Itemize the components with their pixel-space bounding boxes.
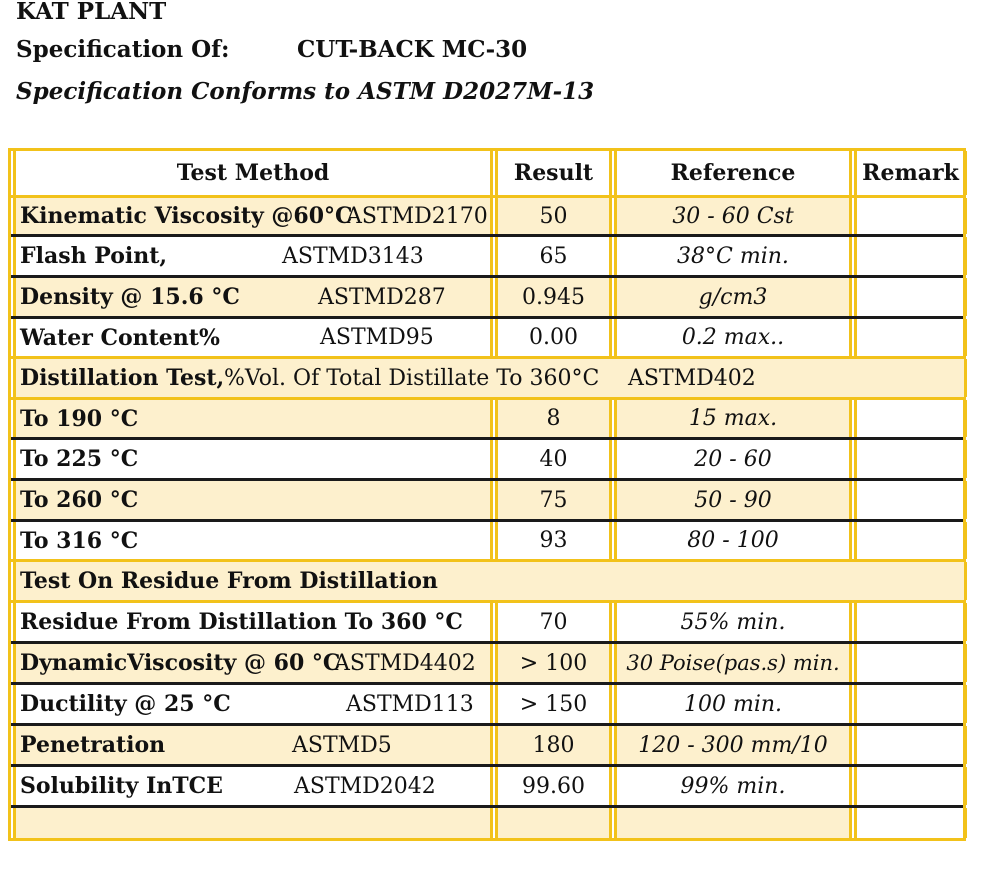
test-cell	[13, 522, 493, 559]
result-cell: 180	[495, 726, 612, 764]
test-name: To 260 °C	[20, 487, 139, 513]
col-header-test-method: Test Method	[13, 151, 493, 195]
test-cell	[13, 278, 493, 316]
result-cell: 0.945	[495, 278, 612, 316]
spec-value: CUT-BACK MC-30	[297, 36, 528, 63]
residue-section-label: Test On Residue From Distillation	[20, 568, 438, 594]
remark-cell	[854, 319, 967, 356]
reference-cell: 80 - 100	[614, 522, 852, 559]
specification-table	[8, 148, 966, 841]
distillation-header-cell	[13, 359, 967, 397]
test-cell	[13, 644, 493, 682]
result-cell: 65	[495, 237, 612, 275]
remark-cell	[854, 767, 967, 805]
table-row	[11, 278, 963, 316]
test-cell	[13, 726, 493, 764]
reference-cell: 20 - 60	[614, 440, 852, 478]
col-header-reference: Reference	[614, 151, 852, 195]
reference-cell: 55% min.	[614, 603, 852, 641]
test-method: ASTMD4402	[334, 650, 476, 676]
result-cell: > 100	[495, 644, 612, 682]
reference-cell: 50 - 90	[614, 481, 852, 519]
reference-cell: 120 - 300 mm/10	[614, 726, 852, 764]
spec-line	[16, 36, 528, 63]
remark-cell	[854, 726, 967, 764]
blank-cell	[854, 808, 967, 838]
distillation-description: %Vol. Of Total Distillate To 360°C	[224, 365, 600, 391]
col-header-remark: Remark	[854, 151, 967, 195]
table-row	[11, 440, 963, 478]
reference-cell: 30 - 60 Cst	[614, 198, 852, 234]
test-name: Ductility @ 25 °C	[20, 691, 231, 717]
test-cell	[13, 685, 493, 723]
result-cell: 40	[495, 440, 612, 478]
residue-section-row	[11, 562, 963, 600]
test-cell	[13, 237, 493, 275]
col-header-result: Result	[495, 151, 612, 195]
remark-cell	[854, 198, 967, 234]
remark-cell	[854, 440, 967, 478]
spec-label: Specification Of:	[16, 36, 230, 63]
remark-cell	[854, 237, 967, 275]
table-header-row	[11, 151, 963, 195]
test-name: To 316 °C	[20, 527, 139, 554]
test-name: Flash Point,	[20, 243, 168, 269]
table-row	[11, 685, 963, 723]
table-row	[11, 481, 963, 519]
result-cell: 99.60	[495, 767, 612, 805]
result-cell: > 150	[495, 685, 612, 723]
test-cell	[13, 319, 493, 356]
test-name: DynamicViscosity @ 60 °C	[20, 650, 341, 676]
test-method: ASTMD113	[346, 691, 474, 717]
distillation-section-row	[11, 359, 963, 397]
result-cell: 0.00	[495, 319, 612, 356]
test-name: Penetration	[20, 732, 166, 758]
result-cell: 75	[495, 481, 612, 519]
test-name: Density @ 15.6 °C	[20, 284, 240, 310]
remark-cell	[854, 644, 967, 682]
reference-cell: 30 Poise(pas.s) min.	[614, 644, 852, 682]
test-cell	[13, 603, 493, 641]
remark-cell	[854, 278, 967, 316]
table-row	[11, 198, 963, 234]
conformance-note: Specification Conforms to ASTM D2027M-13	[16, 78, 595, 105]
test-method: ASTMD3143	[282, 243, 424, 269]
test-method: ASTMD5	[292, 732, 392, 758]
test-name: Solubility InTCE	[20, 773, 223, 799]
test-method: ASTMD287	[318, 284, 446, 310]
reference-cell: 99% min.	[614, 767, 852, 805]
result-cell: 8	[495, 400, 612, 437]
result-cell: 93	[495, 522, 612, 559]
table-row	[11, 644, 963, 682]
blank-cell	[614, 808, 852, 838]
test-method: ASTMD95	[320, 325, 434, 350]
result-cell: 70	[495, 603, 612, 641]
distillation-method: ASTMD402	[628, 365, 756, 391]
blank-cell	[13, 808, 493, 838]
table-row	[11, 726, 963, 764]
test-cell	[13, 198, 493, 234]
test-method: ASTMD2042	[294, 773, 436, 799]
plant-name: KAT PLANT	[16, 0, 167, 25]
test-name: Residue From Distillation To 360 °C	[20, 609, 463, 635]
residue-header-cell	[13, 562, 967, 600]
test-cell	[13, 440, 493, 478]
distillation-label: Distillation Test,	[20, 365, 225, 391]
remark-cell	[854, 481, 967, 519]
remark-cell	[854, 685, 967, 723]
test-cell	[13, 767, 493, 805]
blank-row	[11, 808, 963, 838]
test-name: To 190 °C	[20, 405, 139, 432]
result-cell: 50	[495, 198, 612, 234]
remark-cell	[854, 603, 967, 641]
test-cell	[13, 481, 493, 519]
blank-cell	[495, 808, 612, 838]
table-row	[11, 767, 963, 805]
table-row	[11, 237, 963, 275]
table-row	[11, 319, 963, 356]
test-name: Kinematic Viscosity @60°C	[20, 203, 353, 229]
reference-cell: g/cm3	[614, 278, 852, 316]
reference-cell: 38°C min.	[614, 237, 852, 275]
test-method: ASTMD2170	[346, 203, 488, 229]
test-cell	[13, 400, 493, 437]
reference-cell: 15 max.	[614, 400, 852, 437]
table-row	[11, 522, 963, 559]
remark-cell	[854, 400, 967, 437]
table-row	[11, 400, 963, 437]
reference-cell: 100 min.	[614, 685, 852, 723]
test-name: To 225 °C	[20, 446, 139, 472]
reference-cell: 0.2 max..	[614, 319, 852, 356]
test-name: Water Content%	[20, 324, 220, 351]
remark-cell	[854, 522, 967, 559]
table-row	[11, 603, 963, 641]
